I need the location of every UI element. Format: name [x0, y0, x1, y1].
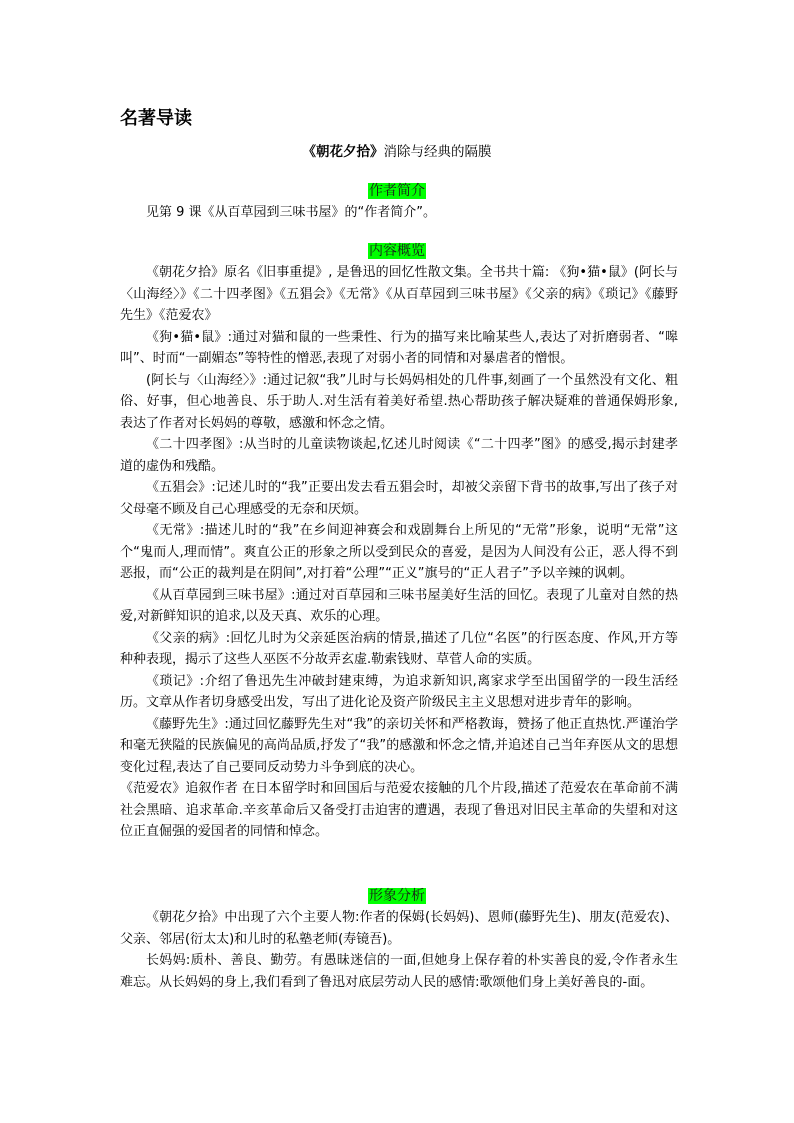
page-title: 名著导读 — [120, 108, 192, 129]
overview-paragraph: 《狗•猫•鼠》:通过对猫和鼠的一些秉性、行为的描写来比喻某些人,表达了对折磨弱者、“嗥叫”、时而“一副媚态”等特性的憎恶,表现了对弱小者的同情和对暴虐者的憎恨。 — [120, 329, 678, 366]
section-author-body — [120, 202, 678, 224]
section-heading-author-label: 作者简介 — [369, 183, 425, 199]
overview-paragraph: 《藤野先生》:通过回忆藤野先生对“我”的亲切关怀和严格教诲，赞扬了他正直热忱.严谨治学和毫无狭隘的民族偏见的高尚品质,抒发了“我”的感激和怀念之情,并追述自己当年弃医从文的思想变化过程,表达了自己要同反动势力斗争到底的决心。 — [120, 716, 678, 775]
overview-paragraph: 《无常》:描述儿时的“我”在乡间迎神赛会和戏剧舞台上所见的“无常”形象，说明“无常”这个“鬼而人,理而情”。爽直公正的形象之所以受到民众的喜爱，是因为人间没有公正，恶人得不到恶报，而“公正的裁判是在阴间”,对打着“公理”“正义”旗号的“正人君子”予以辛辣的讽刺。 — [120, 523, 678, 581]
overview-paragraph: (阿长与〈山海经〉》:通过记叙“我”儿时与长妈妈相处的几件事,刻画了一个虽然没有文化、粗俗、好事，但心地善良、乐于助人.对生活有着美好希望.热心帮助孩子解决疑难的普通保姆形象,表达了作者对长妈妈的尊敬，感激和怀念之情。 — [120, 372, 678, 431]
section-heading-image — [0, 885, 794, 905]
overview-paragraph: 《父亲的病》:回忆儿时为父亲延医治病的情景,描述了几位“名医”的行医态度、作风,开方等种种表现，揭示了这些人巫医不分故弄玄虚.勒索钱财、草菅人命的实质。 — [120, 630, 678, 667]
author-paragraph: 见第 9 课《从百草园到三味书屋》的“作者简介”。 — [146, 205, 437, 220]
book-title: 《朝花夕拾》 — [302, 144, 384, 160]
overview-paragraph: 《从百草园到三味书屋》:通过对百草园和三味书屋美好生活的回忆。表现了儿童对自然的热爱,对新鲜知识的追求,以及天真、欢乐的心理。 — [120, 587, 678, 624]
subtitle-text: 消除与经典的隔膜 — [383, 144, 492, 160]
overview-paragraph: 《五猖会》:记述儿时的“我”正要出发去看五猖会时，却被父亲留下背书的故事,写出了孩子对父母毫不顾及自己心理感受的无奈和厌烦。 — [120, 480, 678, 517]
image-paragraph: 长妈妈:质朴、善良、勤劳。有愚昧迷信的一面,但她身上保存着的朴实善良的爱,令作者永生难忘。从长妈妈的身上,我们看到了鲁迅对底层劳动人民的感情:歌颂他们身上美好善良的-面。 — [120, 953, 678, 990]
section-heading-image-label: 形象分析 — [369, 888, 425, 904]
section-image-body — [120, 907, 678, 993]
page-subtitle — [0, 140, 794, 160]
overview-paragraph: 《琐记》:介绍了鲁迅先生冲破封建束缚，为追求新知识,离家求学至出国留学的一段生活经历。文章从作者切身感受出发，写出了进化论及资产阶级民主主义思想对进步青年的影响。 — [120, 673, 678, 710]
section-heading-overview — [0, 240, 794, 260]
overview-paragraph: 《二十四孝图》:从当时的儿童读物谈起,忆述儿时阅读《“二十四孝”图》的感受,揭示封建孝道的虚伪和残酷。 — [120, 437, 678, 474]
overview-paragraph: 《范爱农》追叙作者 在日本留学时和回国后与范爱农接触的几个片段,描述了范爱农在革命前不满社会黑暗、追求革命.辛亥革命后又备受打击迫害的遭遇，表现了鲁迅对旧民主革命的失望和对这位正直倔强的爱国者的同情和悼念。 — [120, 781, 678, 839]
section-heading-author — [0, 180, 794, 200]
section-heading-overview-label: 内容概览 — [369, 243, 425, 259]
overview-paragraph: 《朝花夕拾》原名《旧事重提》, 是鲁迅的回忆性散文集。全书共十篇: 《狗•猫•鼠》(阿长与〈山海经〉》《二十四孝图》《五猖会》《无常》《从百草园到三味书屋》《父亲的病》《琐记》《藤野先生》《范爱农》 — [120, 265, 678, 323]
section-overview-body — [120, 262, 678, 843]
image-paragraph: 《朝花夕拾》中出现了六个主要人物:作者的保姆(长妈妈)、恩师(藤野先生)、朋友(范爱农)、父亲、邻居(衍太太)和儿时的私塾老师(寿镜吾)。 — [120, 910, 678, 947]
